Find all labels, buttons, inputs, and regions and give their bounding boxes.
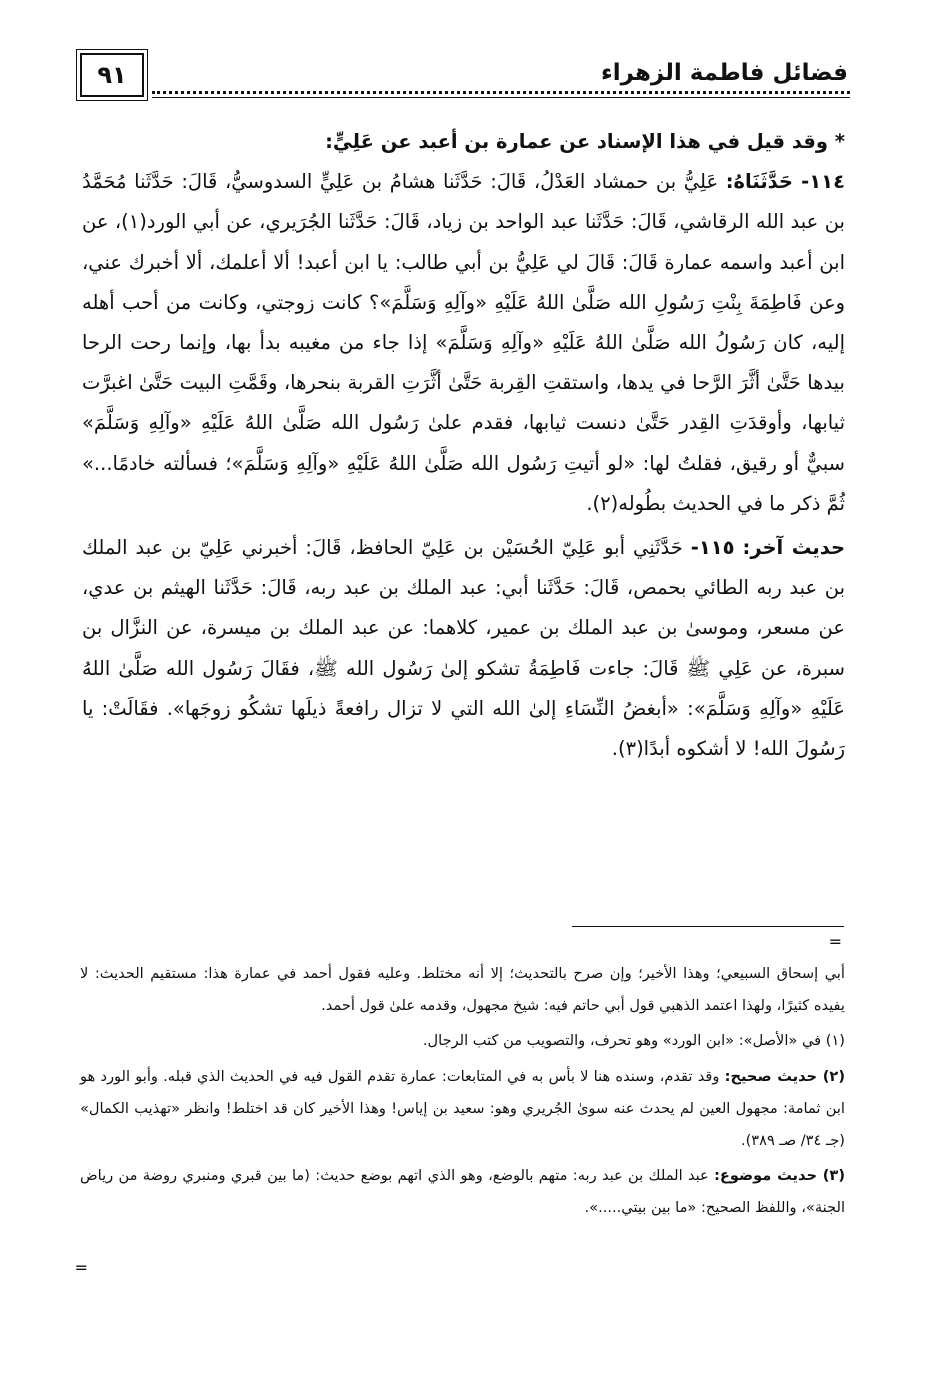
footnote-3	[80, 1160, 845, 1224]
footnote-continuation: أبي إسحاق السبيعي؛ وهذا الأخير؛ وإن صرح بالتحديث؛ إلا أنه مختلط. وعليه فقول أحمد في عمارة هذا: مستقيم الحديث: لا يفيده كثيرًا، ولهذا اعتمد الذهبي قول أبي حاتم فيه: شيخ مجهول، وقدمه علىٰ قول أحمد.	[80, 965, 845, 1015]
header-dotted-rule	[152, 91, 850, 94]
intro-line: * وقد قيل في هذا الإسناد عن عمارة بن أعبد عن عَلِيٍّ:	[325, 130, 845, 153]
hadith-114-text: عَلِيُّ بن حمشاد العَدْلُ، قَالَ: حَدَّثَنا هشامُ بن عَلِيٍّ السدوسيُّ، قَالَ: حَدَّثَنا مُحَمَّدُ بن عبد الله الرقاشي، قَالَ: حَدَّثَنا عبد الواحد بن زياد، قَالَ: حَدَّثَنا الجُرَيري، عن أبي الورد(١)، عن ابن أعبد واسمه عمارة قَالَ: قَالَ لي عَلِيُّ بن أبي طالب: يا ابن أعبد! ألا أعلمك، ألا أخبرك عني، وعن فَاطِمَةَ بِنْتِ رَسُولِ الله صَلَّىٰ اللهُ عَلَيْهِ «وآلِهِ وَسَلَّمَ»؟ كانت زوجتي، وكانت من أحب أهله إليه، كان رَسُولُ الله صَلَّىٰ اللهُ عَلَيْهِ «وآلِهِ وَسَلَّمَ» إذا جاء من مغيبه بدأ بها، وإنما رحت الرحا بيدها حَتَّىٰ أثَّرَ الرَّحا في يدها، واستقتِ القِربة حَتَّىٰ أثَّرَتِ القربة بنحرها، وقَمَّتِ البيت حَتَّىٰ اغبرَّت ثيابها، وأوقدَتِ القِدر حَتَّىٰ دنست ثيابها، فقدم علىٰ رَسُول الله صَلَّىٰ اللهُ عَلَيْهِ «وآلِهِ وَسَلَّمَ» سبيٌّ أو رقيق، فقلتُ لها: «لو أتيتِ رَسُول الله صَلَّىٰ اللهُ عَلَيْهِ «وآلِهِ وَسَلَّمَ»؛ فسألته خادمًا...» ثُمَّ ذكر ما في الحديث بطُوله(٢).	[82, 170, 845, 515]
main-text	[82, 122, 845, 769]
footnote-continuation-marker: =	[828, 932, 842, 951]
footnote-separator	[572, 926, 844, 927]
footnote-2-label: (٢) حديث صحيح:	[724, 1067, 845, 1085]
hadith-115-lead: حديث آخر:	[742, 536, 846, 560]
hadith-114-number: ١١٤- حَدَّثَنَاهُ:	[725, 170, 845, 194]
footnote-end-marker: =	[74, 1258, 88, 1277]
hadith-115-number: ١١٥-	[690, 536, 735, 560]
hadith-115-text: حَدَّثَنِي أبو عَلِيّ الحُسَيْن بن عَلِيّ الحافظ، قَالَ: أخبرني عَلِيّ بن عبد الملك بن عبد ربه الطائي بحمص، قَالَ: حَدَّثَنا أبي: عبد الملك بن عبد ربه، قَالَ: حَدَّثَنا الهيثم بن عدي، عن مسعر، وموسىٰ بن عبد الملك بن عمير، كلاهما: عن عبد الملك بن ميسرة، عن النزَّال بن سبرة، عن عَلِي ﷺ قَالَ: جاءت فَاطِمَةُ تشكو إلىٰ رَسُول الله ﷺ، فقَالَ رَسُول الله صَلَّىٰ اللهُ عَلَيْهِ «وآلِهِ وَسَلَّمَ»: «أبغضُ النِّسَاءِ إلىٰ الله التي لا تزال رافعةً ذيلَها تشكُو زوجَها». فقَالَتْ: يا رَسُولَ الله! لا أشكوه أبدًا(٣).	[82, 536, 845, 761]
hadith-114	[82, 162, 845, 524]
footnote-2	[80, 1061, 845, 1158]
running-title: فضائل فاطمة الزهراء	[601, 60, 848, 86]
header-solid-rule	[152, 97, 850, 98]
footnotes	[80, 958, 845, 1225]
page-number: ٩١	[80, 53, 144, 97]
footnote-3-label: (٣) حديث موضوع:	[714, 1167, 846, 1185]
footnote-1: (١) في «الأصل»: «ابن الورد» وهو تحرف، والتصويب من كتب الرجال.	[422, 1032, 845, 1050]
hadith-115	[82, 528, 845, 769]
page-header	[78, 50, 850, 102]
footnote-3-text: عبد الملك بن عبد ربه: متهم بالوضع، وهو الذي اتهم بوضع حديث: (ما بين قبري ومنبري روضة من رياض الجنة»، واللفظ الصحيح: «ما بين بيتي.....».	[80, 1167, 845, 1217]
footnote-2-text: وقد تقدم، وسنده هنا لا بأس به في المتابعات: عمارة تقدم القول فيه في الحديث الذي قبله. وأبو الورد هو ابن ثمامة: مجهول العين لم يحدث عنه سوىٰ الجُريري وهو: سعيد بن إياس! وهذا الأخير كان قد اختلط! وانظر «تهذيب الكمال» (جـ ٣٤/ صـ ٣٨٩).	[80, 1067, 845, 1150]
